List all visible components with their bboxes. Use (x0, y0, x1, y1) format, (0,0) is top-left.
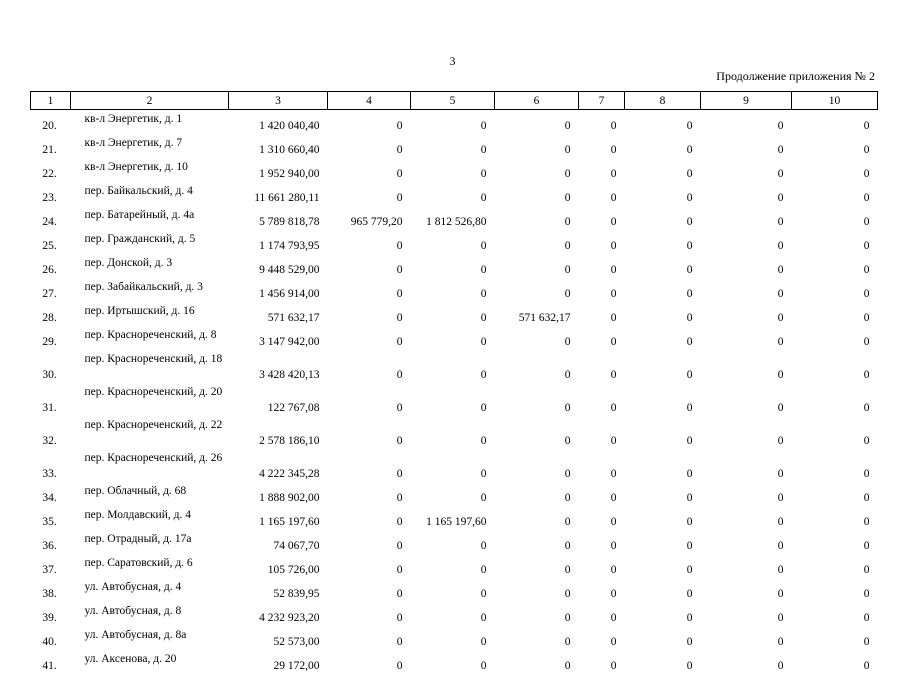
row-number: 40. (31, 626, 71, 650)
col-6-value: 0 (495, 530, 579, 554)
col-3-value: 74 067,70 (229, 530, 328, 554)
address-cell: кв-л Энергетик, д. 10 (71, 158, 229, 182)
col-7-value: 0 (579, 626, 625, 650)
col-4-value: 0 (328, 158, 411, 182)
col-4-value: 0 (328, 134, 411, 158)
col-4-value: 0 (328, 530, 411, 554)
col-6-value: 0 (495, 482, 579, 506)
header-col-10: 10 (792, 92, 878, 110)
col-5-value: 0 (411, 230, 495, 254)
col-4-value: 0 (328, 650, 411, 674)
col-10-value: 0 (792, 554, 878, 578)
row-number: 25. (31, 230, 71, 254)
col-4-value: 0 (328, 110, 411, 135)
table-row (31, 350, 878, 383)
table-row (31, 449, 878, 482)
row-number: 38. (31, 578, 71, 602)
col-6-value: 0 (495, 326, 579, 350)
col-6-value: 571 632,17 (495, 302, 579, 326)
col-10-value: 0 (792, 230, 878, 254)
table-row (31, 650, 878, 674)
col-9-value: 0 (701, 254, 792, 278)
col-5-value: 0 (411, 650, 495, 674)
table-row (31, 554, 878, 578)
col-8-value: 0 (625, 554, 701, 578)
address-cell: пер. Облачный, д. 68 (71, 482, 229, 506)
col-5-value: 0 (411, 278, 495, 302)
col-9-value: 0 (701, 506, 792, 530)
address-cell: пер. Саратовский, д. 6 (71, 554, 229, 578)
col-10-value: 0 (792, 110, 878, 135)
col-10-value: 0 (792, 602, 878, 626)
col-3-value: 29 172,00 (229, 650, 328, 674)
header-col-1: 1 (31, 92, 71, 110)
table-row (31, 416, 878, 449)
col-8-value: 0 (625, 182, 701, 206)
col-9-value: 0 (701, 182, 792, 206)
row-number: 21. (31, 134, 71, 158)
col-9-value: 0 (701, 110, 792, 135)
col-9-value: 0 (701, 650, 792, 674)
col-7-value: 0 (579, 578, 625, 602)
col-3-value: 52 839,95 (229, 578, 328, 602)
address-cell: ул. Автобусная, д. 8а (71, 626, 229, 650)
address-cell: пер. Краснореченский, д. 8 (71, 326, 229, 350)
col-5-value: 0 (411, 530, 495, 554)
col-10-value: 0 (792, 134, 878, 158)
table-row (31, 383, 878, 416)
col-7-value: 0 (579, 110, 625, 135)
address-cell: ул. Автобусная, д. 8 (71, 602, 229, 626)
header-col-4: 4 (328, 92, 411, 110)
col-3-value: 1 420 040,40 (229, 110, 328, 135)
col-5-value: 0 (411, 254, 495, 278)
col-9-value: 0 (701, 134, 792, 158)
col-8-value: 0 (625, 302, 701, 326)
row-number: 22. (31, 158, 71, 182)
col-6-value: 0 (495, 554, 579, 578)
col-6-value: 0 (495, 134, 579, 158)
address-cell: пер. Гражданский, д. 5 (71, 230, 229, 254)
col-7-value: 0 (579, 383, 625, 416)
col-3-value: 2 578 186,10 (229, 416, 328, 449)
col-9-value: 0 (701, 158, 792, 182)
col-10-value: 0 (792, 482, 878, 506)
col-3-value: 1 952 940,00 (229, 158, 328, 182)
col-9-value: 0 (701, 449, 792, 482)
col-3-value: 3 147 942,00 (229, 326, 328, 350)
col-3-value: 1 310 660,40 (229, 134, 328, 158)
address-cell: пер. Отрадный, д. 17а (71, 530, 229, 554)
col-6-value: 0 (495, 350, 579, 383)
col-7-value: 0 (579, 278, 625, 302)
col-7-value: 0 (579, 554, 625, 578)
table-row (31, 278, 878, 302)
col-4-value: 0 (328, 383, 411, 416)
row-number: 34. (31, 482, 71, 506)
col-6-value: 0 (495, 158, 579, 182)
col-10-value: 0 (792, 626, 878, 650)
col-7-value: 0 (579, 449, 625, 482)
col-5-value: 0 (411, 182, 495, 206)
row-number: 35. (31, 506, 71, 530)
address-cell: пер. Батарейный, д. 4а (71, 206, 229, 230)
col-4-value: 0 (328, 182, 411, 206)
col-9-value: 0 (701, 602, 792, 626)
table-row (31, 626, 878, 650)
col-7-value: 0 (579, 650, 625, 674)
col-3-value: 9 448 529,00 (229, 254, 328, 278)
page-number: 3 (0, 54, 905, 69)
col-3-value: 571 632,17 (229, 302, 328, 326)
col-3-value: 4 222 345,28 (229, 449, 328, 482)
col-9-value: 0 (701, 230, 792, 254)
address-cell: пер. Иртышский, д. 16 (71, 302, 229, 326)
col-7-value: 0 (579, 230, 625, 254)
table-row (31, 230, 878, 254)
row-number: 31. (31, 383, 71, 416)
appendix-continuation-note: Продолжение приложения № 2 (716, 69, 875, 84)
col-7-value: 0 (579, 158, 625, 182)
col-6-value: 0 (495, 230, 579, 254)
col-4-value: 0 (328, 482, 411, 506)
col-8-value: 0 (625, 383, 701, 416)
col-8-value: 0 (625, 278, 701, 302)
col-5-value: 0 (411, 482, 495, 506)
col-3-value: 4 232 923,20 (229, 602, 328, 626)
col-10-value: 0 (792, 530, 878, 554)
header-col-6: 6 (495, 92, 579, 110)
table-row (31, 254, 878, 278)
table-row (31, 158, 878, 182)
row-number: 29. (31, 326, 71, 350)
col-8-value: 0 (625, 350, 701, 383)
col-8-value: 0 (625, 506, 701, 530)
col-7-value: 0 (579, 416, 625, 449)
col-7-value: 0 (579, 326, 625, 350)
col-8-value: 0 (625, 110, 701, 135)
address-cell: пер. Байкальский, д. 4 (71, 182, 229, 206)
col-5-value: 1 812 526,80 (411, 206, 495, 230)
col-6-value: 0 (495, 626, 579, 650)
col-4-value: 0 (328, 326, 411, 350)
table-row (31, 602, 878, 626)
address-cell: пер. Молдавский, д. 4 (71, 506, 229, 530)
col-8-value: 0 (625, 206, 701, 230)
col-4-value: 0 (328, 449, 411, 482)
col-6-value: 0 (495, 278, 579, 302)
row-number: 32. (31, 416, 71, 449)
col-8-value: 0 (625, 626, 701, 650)
col-9-value: 0 (701, 578, 792, 602)
col-10-value: 0 (792, 302, 878, 326)
col-6-value: 0 (495, 578, 579, 602)
col-6-value: 0 (495, 383, 579, 416)
col-6-value: 0 (495, 206, 579, 230)
col-3-value: 1 174 793,95 (229, 230, 328, 254)
col-6-value: 0 (495, 182, 579, 206)
col-4-value: 0 (328, 554, 411, 578)
col-6-value: 0 (495, 602, 579, 626)
col-8-value: 0 (625, 158, 701, 182)
header-col-8: 8 (625, 92, 701, 110)
col-9-value: 0 (701, 302, 792, 326)
col-4-value: 0 (328, 506, 411, 530)
col-10-value: 0 (792, 254, 878, 278)
col-5-value: 0 (411, 350, 495, 383)
col-8-value: 0 (625, 482, 701, 506)
col-7-value: 0 (579, 350, 625, 383)
table-header (31, 92, 878, 110)
col-6-value: 0 (495, 416, 579, 449)
row-number: 41. (31, 650, 71, 674)
col-4-value: 0 (328, 230, 411, 254)
row-number: 28. (31, 302, 71, 326)
col-6-value: 0 (495, 110, 579, 135)
col-5-value: 0 (411, 626, 495, 650)
col-10-value: 0 (792, 506, 878, 530)
header-col-7: 7 (579, 92, 625, 110)
col-5-value: 0 (411, 134, 495, 158)
address-cell: пер. Краснореченский, д. 20 (71, 383, 229, 416)
col-9-value: 0 (701, 416, 792, 449)
table-row (31, 134, 878, 158)
col-8-value: 0 (625, 254, 701, 278)
col-7-value: 0 (579, 530, 625, 554)
header-col-2: 2 (71, 92, 229, 110)
header-col-5: 5 (411, 92, 495, 110)
col-7-value: 0 (579, 506, 625, 530)
address-cell: ул. Аксенова, д. 20 (71, 650, 229, 674)
address-cell: кв-л Энергетик, д. 1 (71, 110, 229, 135)
col-9-value: 0 (701, 530, 792, 554)
table-row (31, 302, 878, 326)
col-5-value: 0 (411, 578, 495, 602)
col-3-value: 1 165 197,60 (229, 506, 328, 530)
col-10-value: 0 (792, 416, 878, 449)
col-7-value: 0 (579, 134, 625, 158)
col-10-value: 0 (792, 278, 878, 302)
col-6-value: 0 (495, 449, 579, 482)
address-cell: пер. Забайкальский, д. 3 (71, 278, 229, 302)
col-4-value: 0 (328, 254, 411, 278)
col-8-value: 0 (625, 416, 701, 449)
col-3-value: 52 573,00 (229, 626, 328, 650)
col-3-value: 1 456 914,00 (229, 278, 328, 302)
col-5-value: 0 (411, 449, 495, 482)
col-7-value: 0 (579, 254, 625, 278)
col-9-value: 0 (701, 350, 792, 383)
col-10-value: 0 (792, 182, 878, 206)
col-3-value: 122 767,08 (229, 383, 328, 416)
row-number: 26. (31, 254, 71, 278)
col-7-value: 0 (579, 602, 625, 626)
col-5-value: 1 165 197,60 (411, 506, 495, 530)
col-5-value: 0 (411, 110, 495, 135)
col-5-value: 0 (411, 302, 495, 326)
col-9-value: 0 (701, 554, 792, 578)
col-5-value: 0 (411, 158, 495, 182)
row-number: 36. (31, 530, 71, 554)
col-7-value: 0 (579, 206, 625, 230)
col-6-value: 0 (495, 650, 579, 674)
address-cell: кв-л Энергетик, д. 7 (71, 134, 229, 158)
table-row (31, 506, 878, 530)
col-4-value: 0 (328, 350, 411, 383)
table-row (31, 530, 878, 554)
col-10-value: 0 (792, 578, 878, 602)
col-8-value: 0 (625, 578, 701, 602)
col-3-value: 11 661 280,11 (229, 182, 328, 206)
address-cell: ул. Автобусная, д. 4 (71, 578, 229, 602)
table-row (31, 182, 878, 206)
col-7-value: 0 (579, 482, 625, 506)
table-body (31, 110, 878, 674)
col-3-value: 1 888 902,00 (229, 482, 328, 506)
col-5-value: 0 (411, 602, 495, 626)
header-row (31, 92, 878, 110)
col-4-value: 965 779,20 (328, 206, 411, 230)
col-8-value: 0 (625, 530, 701, 554)
col-10-value: 0 (792, 449, 878, 482)
col-9-value: 0 (701, 278, 792, 302)
col-10-value: 0 (792, 326, 878, 350)
address-cell: пер. Донской, д. 3 (71, 254, 229, 278)
table-row (31, 206, 878, 230)
col-10-value: 0 (792, 206, 878, 230)
col-9-value: 0 (701, 383, 792, 416)
row-number: 33. (31, 449, 71, 482)
col-8-value: 0 (625, 326, 701, 350)
col-10-value: 0 (792, 350, 878, 383)
col-3-value: 3 428 420,13 (229, 350, 328, 383)
col-5-value: 0 (411, 554, 495, 578)
col-3-value: 5 789 818,78 (229, 206, 328, 230)
col-8-value: 0 (625, 650, 701, 674)
table-row (31, 578, 878, 602)
col-10-value: 0 (792, 158, 878, 182)
table-row (31, 482, 878, 506)
col-4-value: 0 (328, 626, 411, 650)
col-4-value: 0 (328, 302, 411, 326)
row-number: 30. (31, 350, 71, 383)
col-5-value: 0 (411, 416, 495, 449)
col-7-value: 0 (579, 302, 625, 326)
row-number: 27. (31, 278, 71, 302)
row-number: 39. (31, 602, 71, 626)
col-9-value: 0 (701, 482, 792, 506)
col-8-value: 0 (625, 230, 701, 254)
col-4-value: 0 (328, 416, 411, 449)
col-9-value: 0 (701, 206, 792, 230)
table-row (31, 110, 878, 135)
col-8-value: 0 (625, 449, 701, 482)
col-5-value: 0 (411, 383, 495, 416)
col-6-value: 0 (495, 254, 579, 278)
address-cell: пер. Краснореченский, д. 18 (71, 350, 229, 383)
col-8-value: 0 (625, 134, 701, 158)
row-number: 37. (31, 554, 71, 578)
col-8-value: 0 (625, 602, 701, 626)
col-9-value: 0 (701, 326, 792, 350)
col-7-value: 0 (579, 182, 625, 206)
col-4-value: 0 (328, 602, 411, 626)
col-3-value: 105 726,00 (229, 554, 328, 578)
col-9-value: 0 (701, 626, 792, 650)
col-10-value: 0 (792, 650, 878, 674)
header-col-9: 9 (701, 92, 792, 110)
row-number: 24. (31, 206, 71, 230)
row-number: 23. (31, 182, 71, 206)
address-cell: пер. Краснореченский, д. 26 (71, 449, 229, 482)
header-col-3: 3 (229, 92, 328, 110)
address-cell: пер. Краснореченский, д. 22 (71, 416, 229, 449)
row-number: 20. (31, 110, 71, 135)
col-4-value: 0 (328, 278, 411, 302)
appendix-table (30, 91, 878, 674)
table-row (31, 326, 878, 350)
col-4-value: 0 (328, 578, 411, 602)
col-5-value: 0 (411, 326, 495, 350)
col-6-value: 0 (495, 506, 579, 530)
col-10-value: 0 (792, 383, 878, 416)
